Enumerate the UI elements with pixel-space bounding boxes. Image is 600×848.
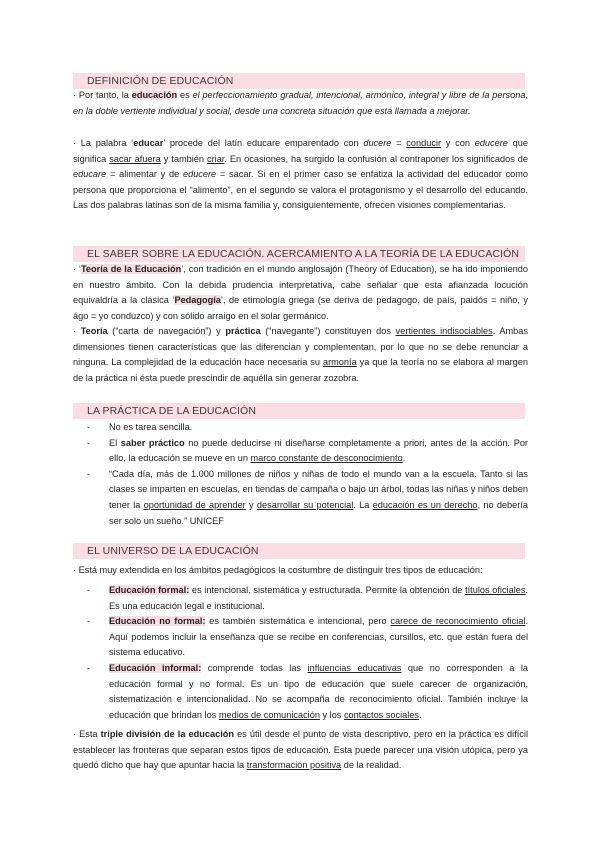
list-item xyxy=(73,436,528,467)
term-no-formal: Educación no formal: xyxy=(109,616,206,627)
term-ducere: ducere xyxy=(363,138,392,148)
definition-text: el perfeccionamiento gradual, intencional, armónico, integral y libre de la persona, en la doble vertiente individual y social, desde una concreta situación que está llamada a mejorar. xyxy=(73,90,528,116)
text: . xyxy=(402,453,406,464)
text: . Es una educación legal e institucional. xyxy=(109,585,529,611)
text: (“navegante”) constituyen dos xyxy=(260,326,396,336)
paragraph-triple-division xyxy=(73,727,528,774)
term-informal: Educación informal: xyxy=(109,662,202,673)
list-item xyxy=(73,583,528,614)
paragraph-teoria-educacion xyxy=(73,262,528,324)
text: = alimentar y de xyxy=(106,169,183,180)
term-educar: educar xyxy=(133,138,164,148)
text: . La xyxy=(353,499,373,510)
term-triple-division: triple división de la educación xyxy=(100,729,234,739)
term-contactos: contactos sociales xyxy=(343,709,420,720)
text: y también xyxy=(160,153,207,164)
term-medios: medios de comunicación xyxy=(218,709,320,720)
term-potencial: desarrollar su potencial xyxy=(256,499,354,510)
paragraph-teoria-practica xyxy=(73,324,528,386)
text: y con xyxy=(441,138,475,148)
term-vertientes: vertientes indisociables xyxy=(395,326,493,336)
term-pedagogia: Pedagogía xyxy=(174,295,221,306)
text: = sacar. Si en el primer caso se enfatiza la actividad del educador como persona que proporciona el “alimento”, en el segundo se valora el protagonismo y el desarrollo del educando. Las dos palabras latinas son de la misma familia y, consiguientemente, ofrecen visiones complementarias. xyxy=(73,169,528,211)
practica-list xyxy=(73,420,528,529)
term-saber-practico: saber práctico xyxy=(120,437,185,448)
text: y los xyxy=(319,709,344,720)
list-item xyxy=(73,661,528,723)
text: · xyxy=(73,326,81,336)
text: . xyxy=(419,709,422,720)
term-educacion: educación xyxy=(131,90,178,100)
term-educere: educere xyxy=(474,138,508,148)
text: y xyxy=(245,499,257,510)
list-item xyxy=(73,467,528,529)
term-reconocimiento: carece de reconocimiento oficial xyxy=(390,616,526,627)
paragraph-universo-intro: · Está muy extendida en los ámbitos pedagógicos la costumbre de distinguir tres tipos de educación: xyxy=(73,565,483,575)
text: ’, con tradición en el mundo anglosajón (Theory of Education), se ha ido imponiendo en nuestro ámbito. Con la debida prudencia interpretativa, cabe señalar que esta afianzada locución equivaldría a la clásica ‘ xyxy=(73,264,529,306)
text: · Por tanto, la xyxy=(73,90,132,100)
text: . En ocasiones, ha surgido la confusión al contraponer los significados de xyxy=(224,153,529,164)
text: de la realidad. xyxy=(341,760,402,771)
term-influencias: influencias educativas xyxy=(307,662,402,673)
text: que significa xyxy=(73,138,528,164)
text: es también sistemática e intencional, pero xyxy=(205,616,391,627)
text: no puede deducirse ni diseñarse completamente a priori, antes de la acción. Por ello, la educación se mueve en un xyxy=(109,437,528,464)
text: (“carta de navegación”) y xyxy=(107,326,226,336)
text: comprende todas las xyxy=(201,662,308,673)
text: ’ procede del latín educare emparentado con xyxy=(163,138,364,148)
term-educere: educere xyxy=(182,169,217,180)
text: El xyxy=(109,437,121,448)
term-armonia: armonía xyxy=(322,357,357,368)
text: · La palabra ‘ xyxy=(73,138,134,148)
term-educare: educare xyxy=(73,169,107,180)
text: . Ambas dimensiones tienen características que las diferencian y complementan, por lo que no se debe renunciar a ninguna. La complejidad de la educación hace necesaria su xyxy=(73,326,528,368)
text: es xyxy=(177,90,193,100)
paragraph-etimologia xyxy=(73,136,528,214)
term-formal: Educación formal: xyxy=(109,585,190,595)
term-criar: criar xyxy=(207,153,225,164)
list-item xyxy=(73,420,528,436)
text: · ‘ xyxy=(73,264,81,274)
text: No es tarea sencilla. xyxy=(109,422,193,432)
text: es intencional, sistemática y estructurada. Permite la obtención de xyxy=(189,585,466,595)
section-heading-definicion: DEFINICIÓN DE EDUCACIÓN xyxy=(73,73,525,89)
text: “Cada día, más de 1.000 millones de niños y niñas de todo el mundo van a la escuela. Tanto si las clases se imparten en escuelas, en tiendas de campaña o bajo un árbol, todas las niñas y niños deben tener la xyxy=(109,468,528,510)
text: ’, de etimología griega (se deriva de pedagogo, de país, paidós = niño, y ágo = yo conduzco) y con sólido arraigo en el solar germánico. xyxy=(73,295,529,321)
text: que no corresponden a la educación formal y no formal. Es un tipo de educación que suele carecer de organización, sistematización e intencionalidad. No se acompaña de reconocimiento oficial. También incluye la educación que brindan los xyxy=(109,662,528,720)
text: ya que la teoría no se elabora al margen de la práctica ni ésta puede prescindir de aquélla sin generar zozobra. xyxy=(73,357,528,383)
term-practica: práctica xyxy=(225,326,261,336)
text: , no debería ser solo un sueño.” UNICEF xyxy=(109,499,528,526)
paragraph-definicion xyxy=(73,88,528,119)
term-derecho: educación es un derecho xyxy=(372,499,478,510)
list-item xyxy=(73,614,528,661)
term-teoria-educacion: Teoría de la Educación xyxy=(80,264,182,274)
term-transformacion: transformación positiva xyxy=(246,760,342,771)
term-titulos: títulos oficiales xyxy=(465,585,526,595)
text: es útil desde el punto de vista descriptivo, pero en la práctica es difícil establecer las fronteras que separan estos tipos de educación. Esta puede parecer una visión utópica, pero ya quedó dicho que hay que apuntar hacia la xyxy=(73,729,528,771)
term-conducir: conducir xyxy=(406,138,442,148)
text: = xyxy=(391,138,407,148)
section-heading-practica: LA PRÁCTICA DE LA EDUCACIÓN xyxy=(73,403,525,419)
term-teoria: Teoría xyxy=(80,326,108,336)
text: . Aquí podemos incluir la enseñanza que se recibe en conferencias, cursillos, etc. que están fuera del sistema educativo. xyxy=(109,616,528,658)
section-heading-universo: EL UNIVERSO DE LA EDUCACIÓN xyxy=(73,543,525,559)
term-oportunidad: oportunidad de aprender xyxy=(143,499,246,510)
term-marco: marco constante de desconocimiento xyxy=(250,453,403,464)
text: · Esta xyxy=(73,729,101,739)
term-sacar-afuera: sacar afuera xyxy=(109,153,161,164)
tipos-list xyxy=(73,583,528,723)
section-heading-saber: EL SABER SOBRE LA EDUCACIÓN. ACERCAMIENTO A LA TEORÍA DE LA EDUCACIÓN xyxy=(73,246,525,262)
